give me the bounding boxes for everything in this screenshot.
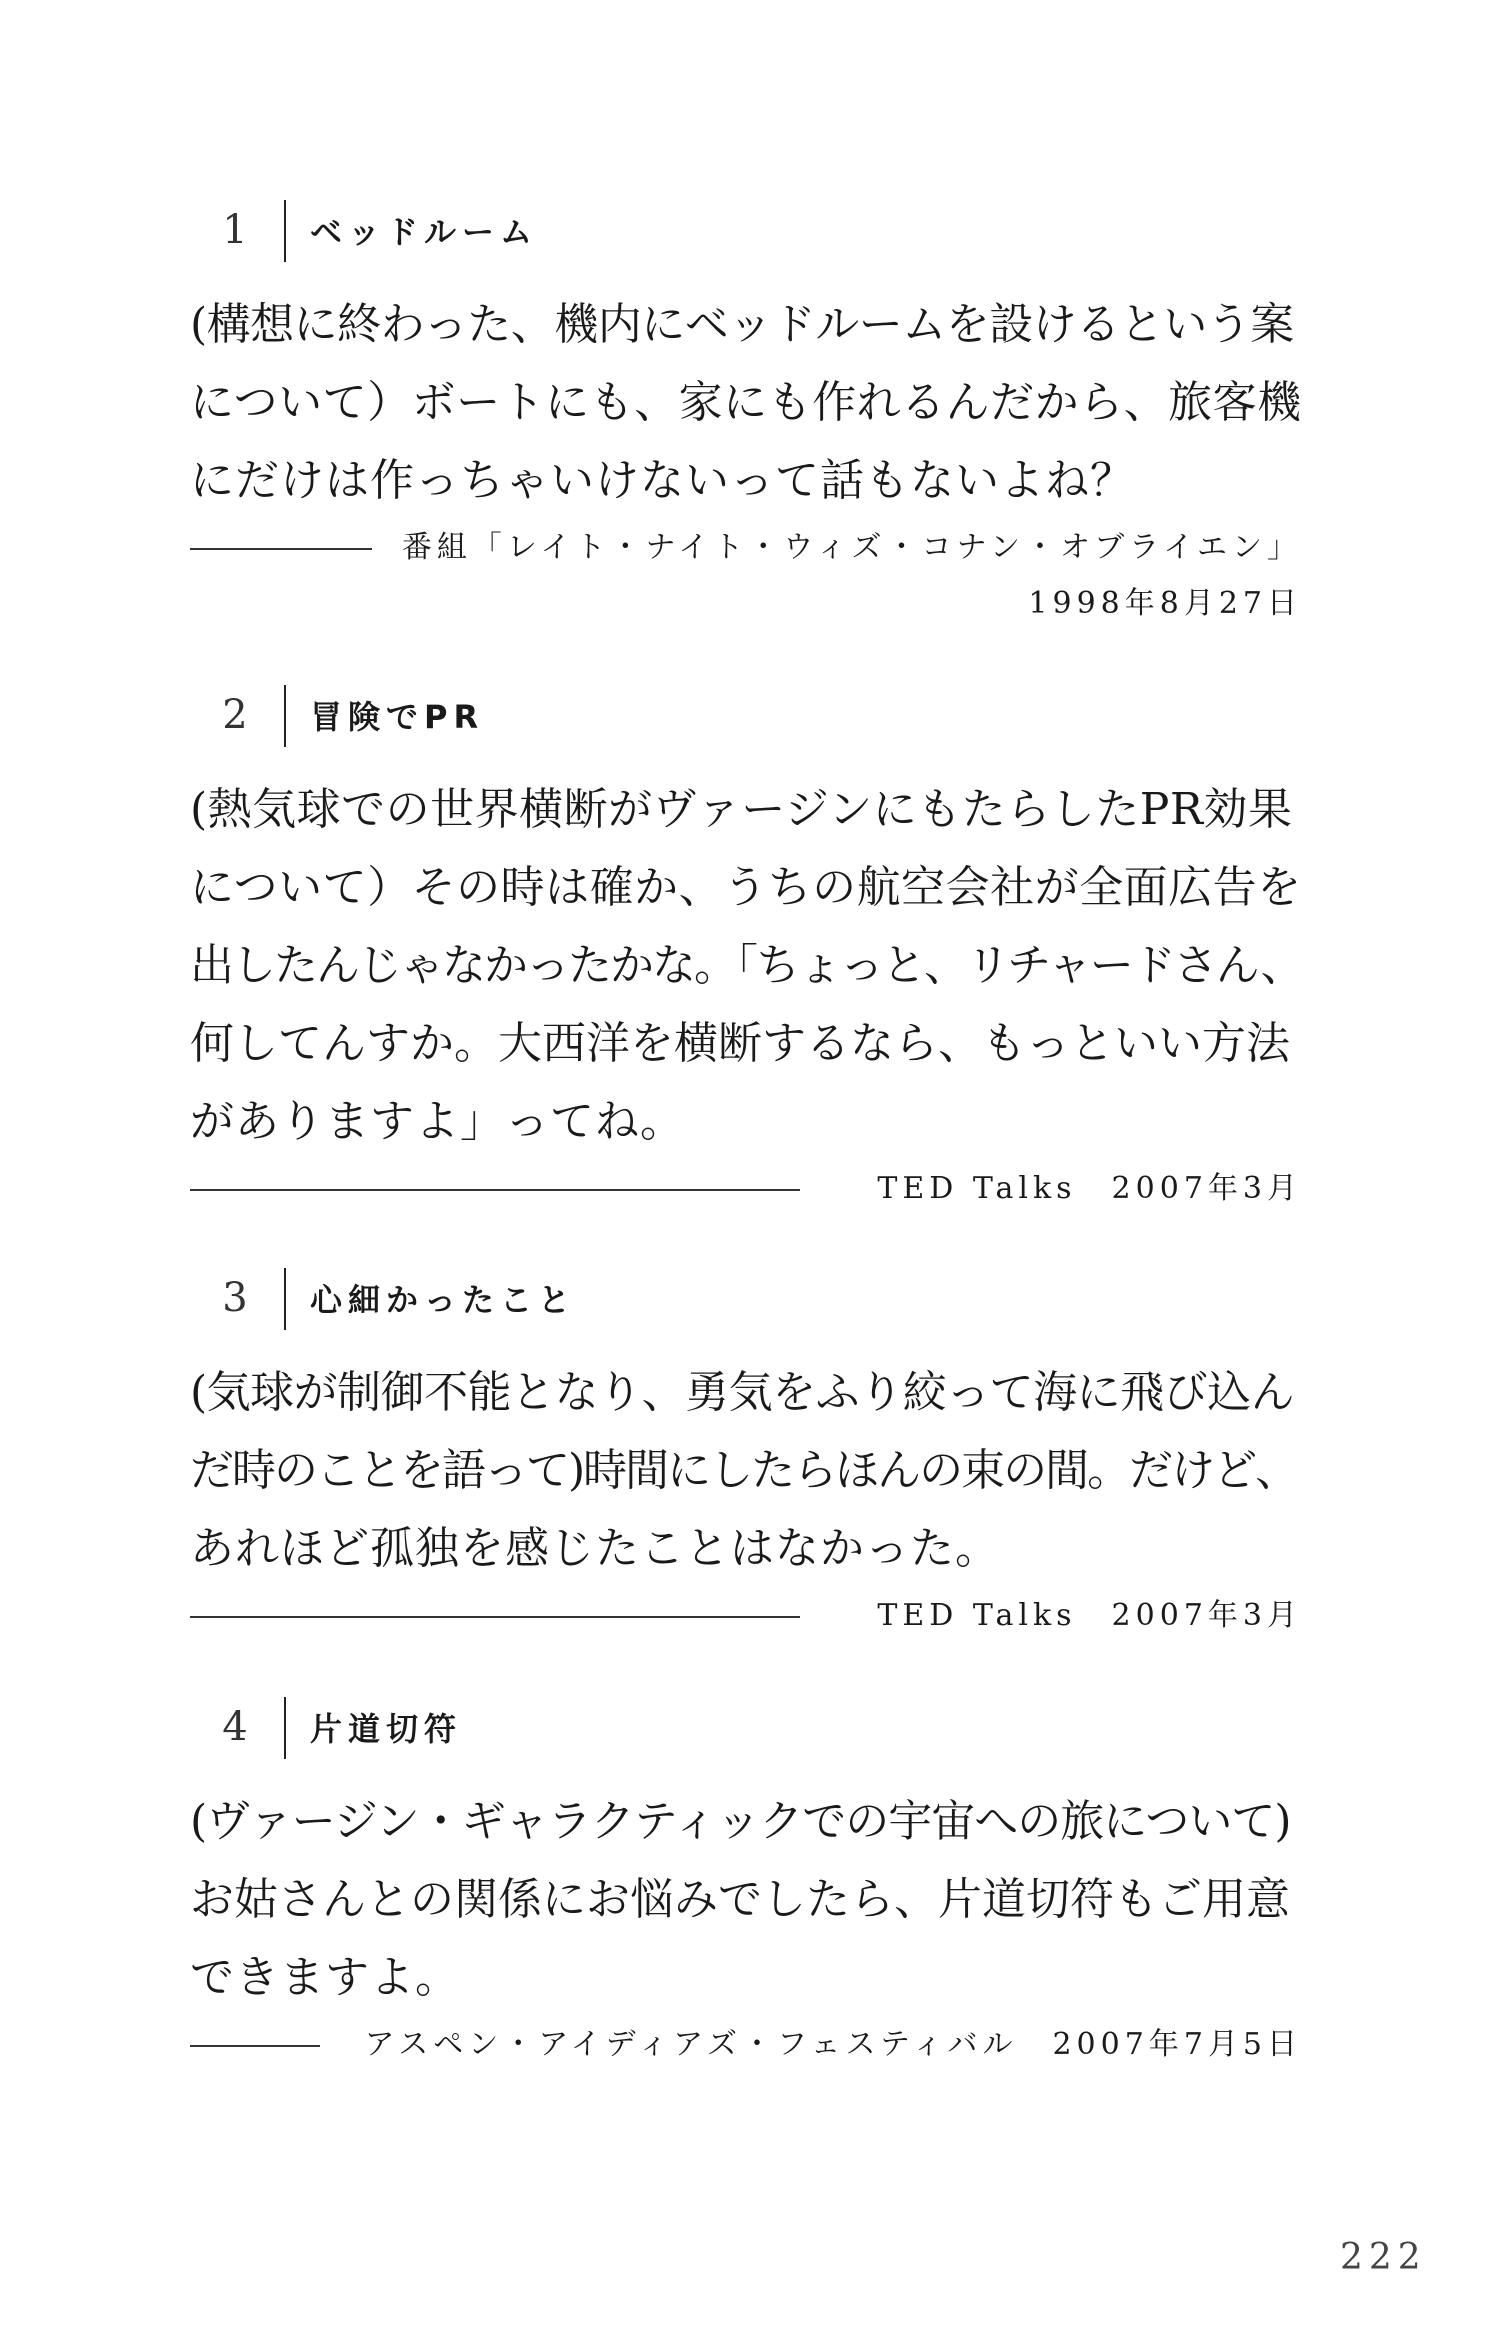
entry-body <box>190 771 1302 1161</box>
entry-separator <box>284 1268 286 1330</box>
body-line: お姑さんとの関係にお悩みでしたら、片道切符もご用意 <box>190 1874 1290 1925</box>
source-rule <box>190 548 372 550</box>
body-line: あれほど孤独を感じたことはなかった。 <box>190 1523 1000 1574</box>
entry-source <box>190 1161 1302 1217</box>
entry-number: 2 <box>222 692 248 738</box>
entry-title: 冒険でPR <box>310 698 485 736</box>
entry-separator <box>284 1697 286 1759</box>
entry-1 <box>190 200 1302 632</box>
entry-source <box>190 1588 1302 1644</box>
source-date: 1998年8月27日 <box>1028 586 1302 621</box>
entry-title: 心細かったこと <box>310 1281 577 1319</box>
entry-2 <box>190 685 1302 1217</box>
source-rule <box>190 2045 320 2047</box>
body-line: (ヴァージン・ギャラクティックでの宇宙への旅について) <box>190 1796 1291 1847</box>
entry-title: ベッドルーム <box>310 213 539 251</box>
entry-number: 3 <box>222 1275 248 1321</box>
entry-3 <box>190 1268 1302 1644</box>
body-line: 出したんじゃなかったかな。「ちょっと、リチャードさん、 <box>190 940 1303 991</box>
entry-body <box>190 1783 1302 2017</box>
source-text: アスペン・アイディアズ・フェスティバル 2007年7月5日 <box>364 2027 1302 2062</box>
source-text: 番組「レイト・ナイト・ウィズ・コナン・オブライエン」 <box>401 530 1302 565</box>
body-line: できますよ。 <box>190 1952 460 2003</box>
entry-header <box>190 685 1302 749</box>
body-line: にだけは作っちゃいけないって話もないよね？ <box>190 455 1135 506</box>
body-line: 何してんすか。大西洋を横断するなら、もっといい方法 <box>190 1018 1290 1069</box>
entry-separator <box>284 200 286 262</box>
entry-date <box>190 576 1302 632</box>
body-line: だ時のことを語って)時間にしたらほんの束の間。だけど、 <box>190 1445 1298 1496</box>
source-text: TED Talks 2007年3月 <box>877 1171 1302 1206</box>
body-line: について）その時は確か、うちの航空会社が全面広告を <box>190 862 1302 913</box>
entry-source <box>190 2017 1302 2073</box>
body-line: がありますよ」ってね。 <box>190 1096 685 1147</box>
source-rule <box>190 1189 800 1191</box>
entry-number: 4 <box>222 1704 248 1750</box>
page-number: 222 <box>1340 2237 1427 2278</box>
body-line: (気球が制御不能となり、勇気をふり絞って海に飛び込ん <box>190 1367 1295 1418</box>
entry-body <box>190 1354 1302 1588</box>
body-line: (熱気球での世界横断がヴァージンにもたらしたPR効果 <box>190 784 1293 835</box>
entry-header <box>190 1268 1302 1332</box>
body-line: について）ボートにも、家にも作れるんだから、旅客機 <box>190 377 1302 428</box>
page <box>190 0 1302 2350</box>
entry-separator <box>284 685 286 747</box>
entry-header <box>190 1697 1302 1761</box>
entry-header <box>190 200 1302 264</box>
body-line: (構想に終わった、機内にベッドルームを設けるという案 <box>190 299 1294 350</box>
source-rule <box>190 1616 800 1618</box>
entry-body <box>190 286 1302 520</box>
entry-source <box>190 520 1302 576</box>
entry-title: 片道切符 <box>310 1710 463 1748</box>
source-text: TED Talks 2007年3月 <box>877 1598 1302 1633</box>
entry-number: 1 <box>222 207 248 253</box>
entry-4 <box>190 1697 1302 2073</box>
